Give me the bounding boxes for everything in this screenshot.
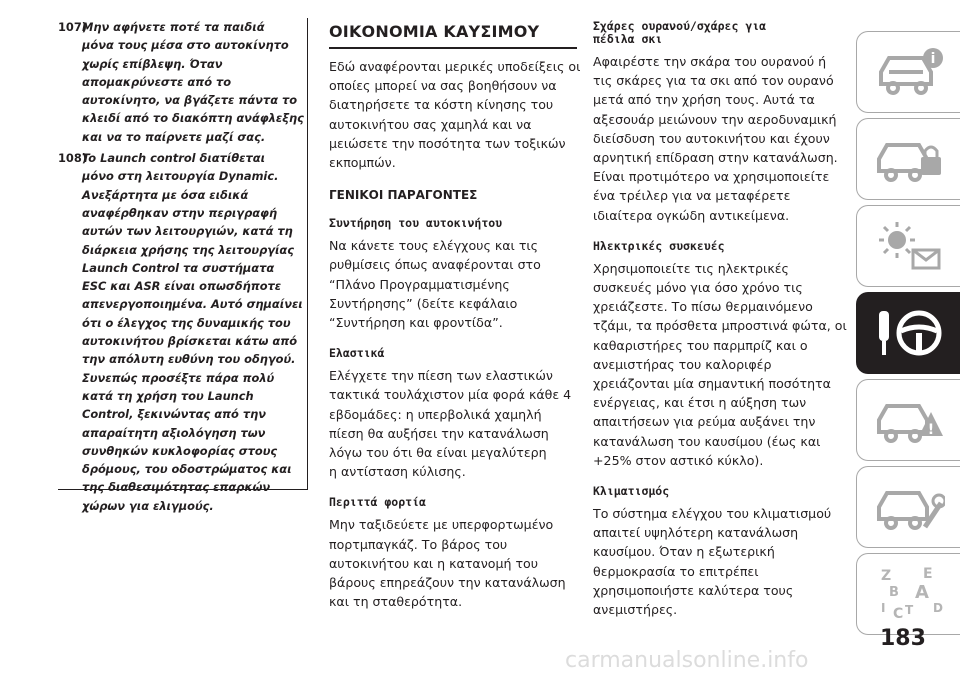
text-line: κατανάλωση του καυσίμου (έως και — [593, 433, 821, 449]
note-line — [58, 222, 301, 240]
tab-warning-lights[interactable] — [856, 205, 960, 287]
roof-racks-heading-line-1: Σχάρες ουρανού/σχάρες για — [593, 19, 767, 33]
note-line — [58, 149, 301, 167]
note-line — [58, 18, 301, 36]
note-text: ESC και ASR είναι οπωσδήποτε — [82, 279, 282, 294]
text-line: ιδιαίτερα ογκώδη αντικείμενα. — [593, 207, 790, 223]
roof-racks-heading-line-2: πέδιλα σκι — [593, 32, 663, 46]
svg-text:!: ! — [927, 422, 935, 438]
note-line — [58, 478, 301, 496]
note-text: αυτών των λειτουργιών, κατά τη — [82, 224, 293, 239]
text-line: Αφαιρέστε την σκάρα του ουρανού ή — [593, 54, 827, 69]
text-line: Το σύστημα ελέγχου του κλιματισμού — [593, 506, 832, 522]
text-line: Είναι προτιμότερο να χρησιμοποιείτε — [593, 169, 830, 185]
note-text: αυτοκινήτου βρίσκεται κάτω από — [82, 334, 298, 349]
note-number: 108) — [58, 151, 87, 166]
note-text: διάρκεια χρήσης της λειτουργίας — [82, 242, 295, 257]
note-line — [58, 167, 301, 185]
note-line — [58, 55, 301, 73]
note-text: κλειδί από το διακόπτη ανάφλεξης — [82, 111, 304, 126]
note-text: Συνεπώς προσέξτε πάρα πολύ — [82, 370, 275, 385]
text-line: αξεσουάρ μειώνουν την αεροδυναμική — [593, 111, 837, 127]
index-letter: T — [905, 603, 914, 617]
warning-lights-icon — [875, 218, 945, 274]
note-line — [58, 128, 301, 146]
car-lock-icon — [875, 131, 945, 187]
text-line: χρειάζονται μία σημαντική ποσότητα — [593, 376, 831, 392]
index-letter: Z — [881, 568, 892, 584]
index-letter: D — [933, 601, 943, 615]
text-line: Ελέγχετε την πίεση των ελαστικών — [329, 368, 553, 384]
note-text: χώρων για ελιγμούς. — [82, 498, 214, 513]
text-line: οποίες μπορεί να σας βοηθήσουν να — [329, 78, 557, 94]
text-line: μειώσετε την ποσότητα των τοξικών — [329, 135, 566, 151]
fuel-economy-column — [329, 18, 581, 611]
text-line: πίεση θα αυξήσει την κατανάλωση — [329, 425, 549, 441]
text-line: Μην ταξιδεύετε με υπερφορτωμένο — [329, 517, 554, 533]
note-line — [58, 460, 301, 478]
text-line: απαιτήσεων για ρεύμα αυξάνει την — [593, 414, 816, 430]
text-line: χρειάζεστε. Το πίσω θερμαινόμενο — [593, 299, 813, 315]
note-line — [58, 405, 301, 423]
loads-paragraph — [329, 515, 577, 611]
note-text: μόνο στη λειτουργία Dynamic. — [82, 169, 279, 184]
text-line: θερμοκρασία το επιτρέπει — [593, 563, 759, 579]
index-letter: B — [889, 585, 899, 600]
text-line: τζάμι, τα πρόσθετα μπροστινά φώτα, οι — [593, 318, 847, 334]
note-line — [58, 350, 301, 368]
text-line: λόγω του ότι θα είναι μεγαλύτερη — [329, 445, 547, 461]
note-line — [58, 186, 301, 204]
note-line — [58, 369, 301, 387]
tab-car-lock[interactable] — [856, 118, 960, 200]
text-line: Χρησιμοποιείτε τις ηλεκτρικές — [593, 260, 789, 276]
note-text: ότι ο έλεγχος της δυναμικής του — [82, 315, 291, 330]
note-number: 107) — [58, 20, 87, 34]
note-text: Μην αφήνετε ποτέ τα παιδιά — [82, 20, 265, 34]
note-text: απαραίτητη αξιολόγηση των — [82, 425, 266, 440]
note-line — [58, 241, 301, 259]
note-line — [58, 36, 301, 54]
subsection-title: ΓΕΝΙΚΟΙ ΠΑΡΑΓΟΝΤΕΣ — [329, 188, 478, 203]
electrical-heading: Ηλεκτρικές συσκευές — [593, 238, 725, 253]
car-info-icon — [875, 44, 945, 100]
text-line: αυτοκινήτου και η κατανομή του — [329, 555, 539, 571]
note-text: Ανεξάρτητα με όσα ειδικά — [82, 187, 249, 202]
note-line — [58, 424, 301, 442]
note-text: συνθηκών κυκλοφορίας στους — [82, 443, 278, 458]
text-line: τις σκάρες για τα σκι από τον ουρανό — [593, 73, 834, 89]
index-letter: A — [915, 582, 929, 603]
text-line: ανεμιστήρας του καλοριφέρ — [593, 356, 772, 372]
page-number: 183 — [880, 626, 926, 651]
svg-text:i: i — [930, 51, 936, 67]
note-text: και να το παίρνετε μαζί σας. — [82, 129, 266, 144]
note-line — [58, 497, 301, 515]
car-service-icon — [875, 479, 945, 535]
tab-emergency[interactable] — [856, 379, 960, 461]
note-line — [58, 73, 301, 91]
text-line: Συντήρησης” (δείτε κεφάλαιο — [329, 295, 518, 311]
note-line — [58, 204, 301, 222]
text-line: +25% στον αστικό κύκλο). — [593, 452, 764, 468]
text-line: διατηρήσετε τα κόστη κίνησης του — [329, 97, 554, 113]
text-line: αρνητική επίδραση στην κατανάλωση. — [593, 150, 838, 166]
tab-car-info[interactable] — [856, 31, 960, 113]
text-line: καυσίμου. Όταν η εξωτερική — [593, 544, 775, 560]
note-line — [58, 314, 301, 332]
alphabet-index-icon — [875, 566, 945, 622]
tyres-heading: Ελαστικά — [329, 346, 385, 361]
electrical-paragraph — [593, 259, 845, 470]
roof-racks-paragraph — [593, 52, 845, 225]
tab-service[interactable] — [856, 466, 960, 548]
text-line: αυτοκινήτου σας χαμηλά και να — [329, 116, 532, 132]
climate-paragraph — [593, 504, 845, 619]
note-line — [58, 442, 301, 460]
chapter-tabs — [856, 31, 960, 640]
text-line: η αντίσταση κύλισης. — [329, 464, 466, 480]
note-text: απενεργοποιημένα. Αυτό σημαίνει — [82, 297, 303, 312]
text-line: διείσδυση του αυτοκινήτου και έχουν — [593, 130, 830, 146]
note-line — [58, 277, 301, 295]
accessories-column — [593, 18, 845, 619]
index-letter: I — [881, 601, 886, 615]
car-warning-icon — [875, 392, 945, 448]
note-text: αναφέρθηκαν στην περιγραφή — [82, 205, 278, 220]
text-line: μετά από την χρήση τους. Αυτά τα — [593, 92, 815, 108]
note-text: To Launch control διατίθεται — [82, 151, 266, 166]
text-line: χρησιμοποιήστε καλύτερα τους — [593, 582, 794, 598]
note-text: κατά τη χρήση του Launch — [82, 388, 254, 403]
note-text: μόνα τους μέσα στο αυτοκίνητο — [82, 38, 289, 53]
notes-column — [58, 18, 308, 513]
maintenance-paragraph — [329, 236, 577, 332]
text-line: απαιτεί υψηλότερη κατανάλωση — [593, 525, 799, 541]
note-line — [58, 387, 301, 405]
text-line: “Πλάνο Προγραμματισμένης — [329, 276, 510, 292]
text-line: ρυθμίσεις όπως αναφέρονται στο — [329, 257, 541, 273]
note-text: χωρίς επίβλεψη. Όταν — [82, 56, 223, 71]
climate-heading: Κλιματισμός — [593, 484, 670, 499]
text-line: εκπομπών. — [329, 155, 396, 171]
note-text: της διαθεσιμότητας επαρκών — [82, 480, 271, 495]
note-line — [58, 109, 304, 127]
text-line: και τη σταθερότητα. — [329, 594, 463, 610]
tab-starting-driving[interactable] — [856, 292, 960, 374]
loads-heading: Περιττά φορτία — [329, 495, 426, 510]
text-line: ενέργειας, και έτσι η αύξηση των — [593, 395, 807, 411]
roof-racks-heading — [593, 20, 845, 46]
index-letter: C — [893, 606, 904, 622]
note-text: την απόλυτη ευθύνη του οδηγού. — [82, 352, 296, 367]
section-title: ΟΙΚΟΝΟΜΙΑ ΚΑΥΣΙΜΟΥ — [329, 22, 577, 49]
text-line: εβδομάδες: η υπερβολικά χαμηλή — [329, 406, 542, 422]
text-line: “Συντήρηση και φροντίδα”. — [329, 315, 503, 331]
text-line: συσκευές μόνο για όσο χρόνο τις — [593, 280, 803, 296]
note-text: Control, ξεκινώντας από την — [82, 407, 266, 422]
watermark: carmanualsonline.info — [565, 648, 809, 673]
text-line: καθαριστήρες του παρμπρίζ και ο — [593, 337, 808, 353]
note-text: απομακρύνεστε από το — [82, 74, 232, 89]
note-line — [58, 332, 301, 350]
note-text: Launch Control τα συστήματα — [82, 260, 275, 275]
index-letter: E — [923, 566, 933, 582]
tyres-paragraph — [329, 366, 577, 481]
text-line: ανεμιστήρες. — [593, 602, 678, 618]
note-line — [58, 91, 301, 109]
note-text: δρόμους, του οδοστρώματος και — [82, 462, 292, 477]
note-1 — [58, 149, 301, 515]
text-line: Εδώ αναφέρονται μερικές υποδείξεις οι — [329, 59, 581, 74]
note-line — [58, 259, 301, 277]
text-line: τακτικά τουλάχιστον μία φορά κάθε 4 — [329, 387, 572, 403]
text-line: ένα τρέιλερ για να μεταφέρετε — [593, 188, 791, 204]
steering-wheel-key-icon — [875, 305, 945, 361]
intro-paragraph — [329, 57, 581, 172]
maintenance-heading: Συντήρηση του αυτοκινήτου — [329, 216, 503, 231]
tab-index[interactable] — [856, 553, 960, 635]
note-line — [58, 295, 301, 313]
text-line: Να κάνετε τους ελέγχους και τις — [329, 238, 539, 254]
text-line: βάρους επηρεάζουν την κατανάλωση — [329, 575, 566, 591]
note-text: αυτοκίνητο, να βγάζετε πάντα το — [82, 93, 298, 108]
note-0 — [58, 18, 304, 146]
text-line: πορτμπαγκάζ. Το βάρος του — [329, 536, 508, 552]
